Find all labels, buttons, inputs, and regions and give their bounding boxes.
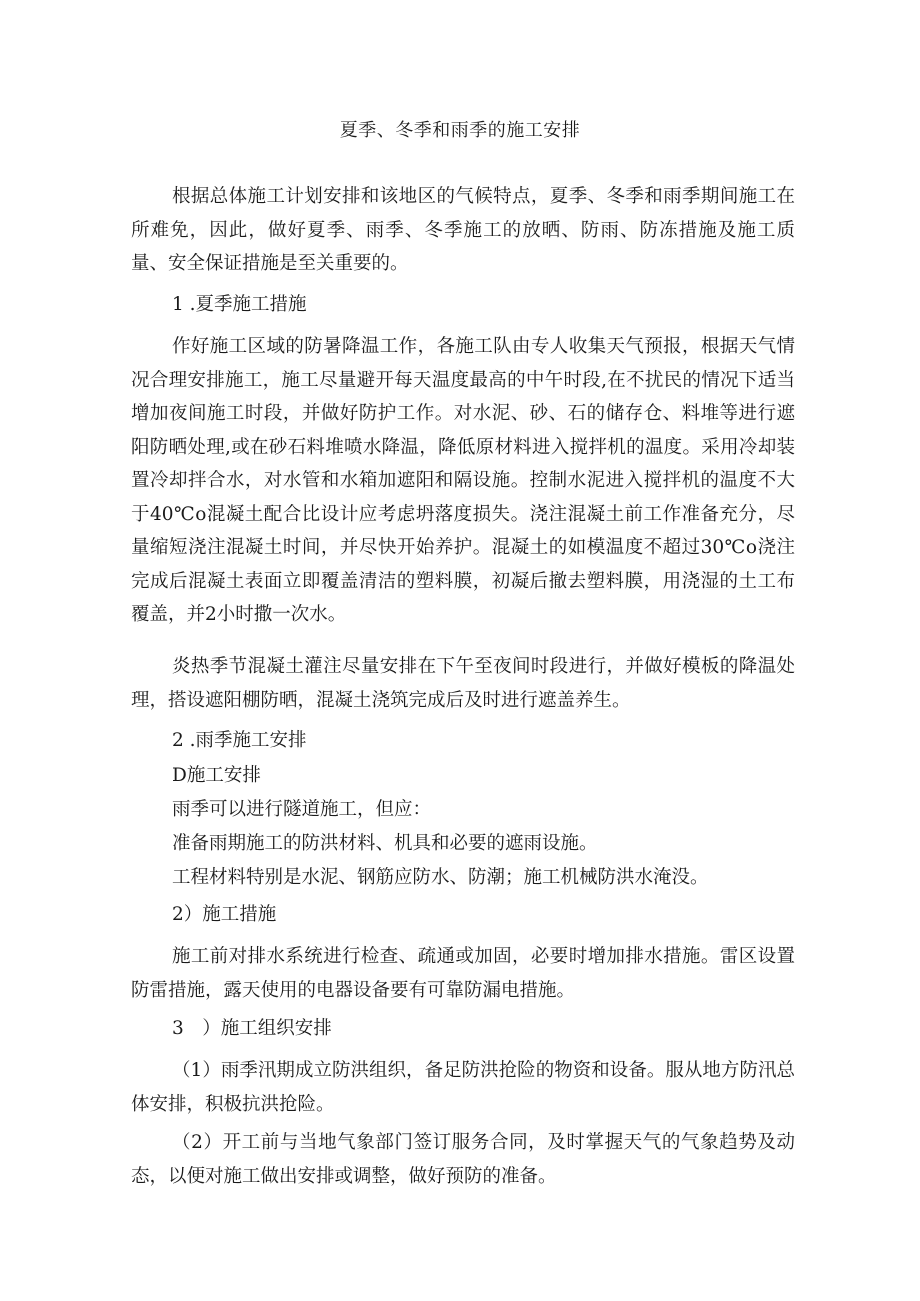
sub2-heading: 2）施工措施 [172,904,277,925]
sub3-heading: 3 ）施工组织安排 [172,1018,332,1039]
section1-paragraph-1: 作好施工区域的防暑降温工作，各施工队由专人收集天气预报，根据天气情况合理安排施工，施工尽量避开每天温度最高的中午时段,在不扰民的情况下适当增加夜间施工时段，并做好防护工作。对水泥、砂、石的储存仓、料堆等进行遮阳防晒处理,或在砂石料堆喷水降温，降低原材料进入搅拌机的温度。采用冷却装置冷却拌合水，对水管和水箱加遮阳和隔设施。控制水泥进入搅拌机的温度不大于40℃o混凝土配合比设计应考虑坍落度损失。浇注混凝土前工作准备充分，尽量缩短浇注混凝土时间，并尽快开始养护。混凝土的如模温度不超过30℃o浇注完成后混凝土表面立即覆盖清洁的塑料膜，初凝后撤去塑料膜，用浇湿的土工布覆盖，并2小时撒一次水。 [131,336,795,625]
section1-paragraph-2: 炎热季节混凝土灌注尽量安排在下午至夜间时段进行，并做好模板的降温处理，搭设遮阳棚防晒，混凝土浇筑完成后及时进行遮盖养生。 [131,656,795,711]
intro-paragraph: 根据总体施工计划安排和该地区的气候特点，夏季、冬季和雨季期间施工在所难免，因此，做好夏季、雨季、冬季施工的放晒、防雨、防冻措施及施工质量、安全保证措施是至关重要的。 [131,186,795,274]
section1-heading: 1 .夏季施工措施 [172,294,307,315]
sub3-item-2: （2）开工前与当地气象部门签订服务合同，及时掌握天气的气象趋势及动态，以便对施工做出安排或调整，做好预防的准备。 [131,1132,795,1187]
sub3-item-1: （1）雨季汛期成立防洪组织，备足防洪抢险的物资和设备。服从地方防汛总体安排，积极抗洪抢险。 [131,1060,795,1115]
sub1-line-2: 准备雨期施工的防洪材料、机具和必要的遮雨设施。 [172,833,598,854]
sub1-line-3: 工程材料特别是水泥、钢筋应防水、防潮；施工机械防洪水淹没。 [172,867,709,888]
sub1-line-1: 雨季可以进行隧道施工，但应： [172,799,432,820]
section2-heading: 2 .雨季施工安排 [172,730,307,751]
document-title: 夏季、冬季和雨季的施工安排 [339,120,581,141]
sub2-paragraph: 施工前对排水系统进行检查、疏通或加固，必要时增加排水措施。雷区设置防雷措施，露天使用的电器设备要有可靠防漏电措施。 [131,946,795,1001]
sub1-heading: D施工安排 [172,765,261,786]
